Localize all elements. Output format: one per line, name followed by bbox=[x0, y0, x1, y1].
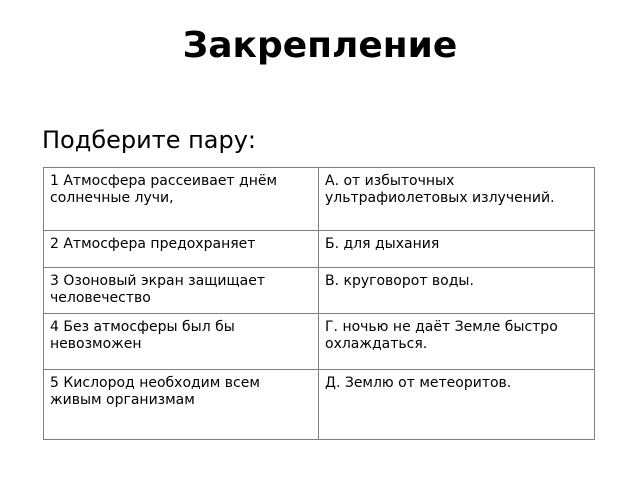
right-cell: Б. для дыхания bbox=[319, 231, 595, 268]
table-row bbox=[44, 231, 595, 268]
right-cell: В. круговорот воды. bbox=[319, 268, 595, 314]
table-row bbox=[44, 314, 595, 370]
right-cell: Д. Землю от метеоритов. bbox=[319, 370, 595, 440]
table-row bbox=[44, 370, 595, 440]
slide-subtitle: Подберите пару: bbox=[42, 126, 257, 154]
table-row bbox=[44, 168, 595, 231]
table-row bbox=[44, 268, 595, 314]
left-cell: 2 Атмосфера предохраняет bbox=[44, 231, 319, 268]
left-cell: 3 Озоновый экран защищает человечество bbox=[44, 268, 319, 314]
left-cell: 5 Кислород необходим всем живым организмам bbox=[44, 370, 319, 440]
matching-table bbox=[43, 167, 595, 440]
left-cell: 1 Атмосфера рассеивает днём солнечные лучи, bbox=[44, 168, 319, 231]
left-cell: 4 Без атмосферы был бы невозможен bbox=[44, 314, 319, 370]
slide-title: Закрепление bbox=[182, 25, 458, 66]
right-cell: А. от избыточных ультрафиолетовых излучений. bbox=[319, 168, 595, 231]
right-cell: Г. ночью не даёт Земле быстро охлаждаться. bbox=[319, 314, 595, 370]
